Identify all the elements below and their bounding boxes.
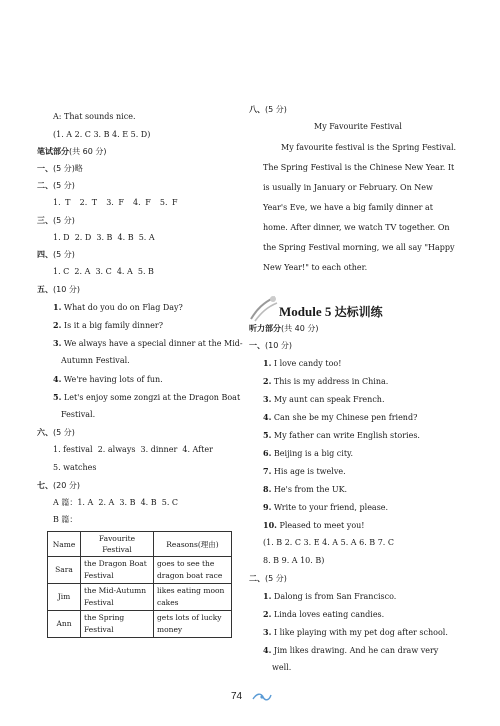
table-header: Name (48, 532, 81, 557)
module-title (279, 303, 383, 320)
section-7-part-b-label: B 篇： (53, 515, 78, 524)
answer: 5. C (161, 498, 179, 507)
listening-item: 2. Linda loves eating candies. (263, 609, 385, 619)
listening-score: (共 40 分) (281, 324, 319, 333)
item-number: 1. (53, 302, 62, 312)
item-number: 2. (53, 320, 62, 330)
module-title-cn: 达标训练 (334, 305, 383, 319)
answer: 5. F (159, 198, 178, 207)
answer: 2. always (97, 445, 136, 454)
section-label: 七、 (37, 481, 53, 490)
essay-line: home. After dinner, we watch TV together. On (263, 223, 450, 232)
answer: 2. D (74, 233, 92, 242)
listening-item: 1. Dalong is from San Francisco. (263, 591, 397, 601)
item-text: Write to your friend, please. (273, 503, 389, 512)
item-text: Dalong is from San Francisco. (273, 592, 397, 601)
page-number: 74 (231, 691, 243, 702)
listening-item: 7. His age is twelve. (263, 466, 346, 476)
essay-line: My favourite festival is the Spring Festival. (281, 143, 457, 152)
listening-item: 6. Beijing is a big city. (263, 448, 354, 458)
section-6-heading (37, 428, 75, 438)
item-text: Pleased to meet you! (279, 521, 365, 530)
answer: 1. T (53, 198, 71, 207)
page-ornament-icon (251, 691, 273, 703)
listening-item: 9. Write to your friend, please. (263, 502, 389, 512)
reasons-table (47, 531, 232, 638)
listening-item: 3. I like playing with my pet dog after school. (263, 627, 448, 637)
item-number: 5. (53, 392, 62, 402)
essay-line: The Spring Festival is the Chinese New Year. It (263, 163, 455, 172)
item-text: Can she be my Chinese pen friend? (273, 413, 418, 422)
item-text: We're having lots of fun. (63, 375, 163, 384)
table-cell: the Dragon Boat Festival (81, 557, 154, 584)
item-text: I like playing with my pet dog after school. (273, 628, 448, 637)
answer: 2. A (74, 267, 91, 276)
item-text: He's from the UK. (273, 485, 348, 494)
listening-part-heading (249, 324, 319, 334)
listening-item: 5. My father can write English stories. (263, 430, 420, 440)
answer: 3. dinner (140, 445, 178, 454)
section-score: (10 分) (265, 341, 292, 350)
table-cell: gets lots of lucky money (154, 611, 232, 638)
table-cell: goes to see the dragon boat race (154, 557, 232, 584)
essay-line: is usually in January or February. On New (263, 183, 433, 192)
answer: 4. B (117, 233, 134, 242)
table-header-row (48, 532, 232, 557)
listening-item: 8. He's from the UK. (263, 484, 348, 494)
section-7-heading (37, 481, 80, 491)
section-4-answers (53, 267, 154, 277)
section-score: (5 分) (53, 250, 75, 259)
section-5-item-5-cont: Festival. (61, 410, 96, 419)
answer: 5. A (138, 233, 155, 242)
listening-item: 1. I love candy too! (263, 358, 342, 368)
section-label: 一、 (37, 164, 53, 173)
answer: 4. B (140, 498, 157, 507)
section-2-heading (37, 181, 75, 191)
section-extra: 略 (74, 164, 83, 173)
section-score: (5 分) (53, 181, 75, 190)
section-score: (5 分) (265, 574, 287, 583)
section-7-part-a (53, 498, 178, 508)
section-label: 四、 (37, 250, 53, 259)
section-1-heading (37, 164, 83, 174)
item-text: What do you do on Flag Day? (63, 303, 183, 312)
section-score: (10 分) (53, 285, 80, 294)
essay-line: New Year!" to each other. (263, 263, 368, 272)
listening-answers-row2: 8. B 9. A 10. B) (263, 556, 325, 565)
listening-item: 3. My aunt can speak French. (263, 394, 385, 404)
answer: 5. B (137, 267, 154, 276)
section-5-item-4 (53, 374, 163, 385)
section-score: (5 分) (53, 216, 75, 225)
listening-item: 4. Jim likes drawing. And he can draw very (263, 645, 439, 655)
written-part-title: 笔试部分 (37, 147, 69, 156)
item-text: This is my address in China. (273, 377, 389, 386)
section-5-heading (37, 285, 80, 295)
essay-line: Year's Eve, we have a big family dinner at (263, 203, 434, 212)
written-part-heading (37, 147, 107, 157)
listening-item: 2. This is my address in China. (263, 376, 389, 386)
item-text: Beijing is a big city. (273, 449, 354, 458)
module-title-en: Module 5 (279, 304, 332, 319)
listening-item: 10. Pleased to meet you! (263, 520, 365, 530)
answer: 1. C (53, 267, 70, 276)
section-5-item-3 (53, 338, 243, 349)
table-cell: Ann (48, 611, 81, 638)
section-label: 三、 (37, 216, 53, 225)
table-cell: Jim (48, 584, 81, 611)
section-8-heading (249, 105, 287, 115)
answer: 2. A (98, 498, 115, 507)
section-3-answers (53, 233, 155, 243)
answer: 2. T (79, 198, 98, 207)
written-part-score: (共 60 分) (69, 147, 107, 156)
table-row (48, 611, 232, 638)
answer: 1. festival (53, 445, 93, 454)
section-score: (20 分) (53, 481, 80, 490)
item-text: His age is twelve. (273, 467, 346, 476)
section-label: 一、 (249, 341, 265, 350)
section-score: (5 分) (53, 428, 75, 437)
section-label: 二、 (249, 574, 265, 583)
table-cell: Sara (48, 557, 81, 584)
section-2-answers (53, 198, 178, 208)
listening-item-cont: well. (272, 663, 292, 672)
answer: 4. F (133, 198, 151, 207)
table-row (48, 584, 232, 611)
section-score: (5 分) (53, 164, 75, 173)
section-6-answers-row2: 5. watches (53, 463, 97, 472)
module-badge-icon (249, 293, 279, 323)
section-4-heading (37, 250, 75, 260)
answer: 1. A (77, 498, 94, 507)
section-label: 六、 (37, 428, 53, 437)
part-label: A 篇： (53, 498, 78, 507)
answer: 3. C (95, 267, 112, 276)
answer: 3. F (106, 198, 124, 207)
item-number: 3. (53, 338, 62, 348)
section-3-heading (37, 216, 75, 226)
section-6-answers (53, 445, 213, 455)
item-text: Jim likes drawing. And he can draw very (273, 646, 439, 655)
answer: 4. After (182, 445, 213, 454)
section-label: 八、 (249, 105, 265, 114)
essay-body (263, 138, 473, 278)
essay-title: My Favourite Festival (314, 122, 402, 131)
table-cell: likes eating moon cakes (154, 584, 232, 611)
item-text: I love candy too! (273, 359, 342, 368)
section-label: 五、 (37, 285, 53, 294)
essay-line: the Spring Festival morning, we all say "Happy (263, 243, 455, 252)
table-cell: the Spring Festival (81, 611, 154, 638)
listening-answers-row1: (1. B 2. C 3. E 4. A 5. A 6. B 7. C (263, 538, 395, 547)
item-text: My aunt can speak French. (273, 395, 385, 404)
table-row (48, 557, 232, 584)
section-5-item-5 (53, 392, 240, 403)
listening-item: 4. Can she be my Chinese pen friend? (263, 412, 418, 422)
table-header: Favourite Festival (81, 532, 154, 557)
answer: 3. B (96, 233, 113, 242)
item-text: Linda loves eating candies. (273, 610, 385, 619)
section-score: (5 分) (265, 105, 287, 114)
right-section-1-heading (249, 341, 292, 351)
item-number: 4. (53, 374, 62, 384)
item-text: My father can write English stories. (273, 431, 420, 440)
answers-line: (1. A 2. C 3. B 4. E 5. D) (53, 130, 151, 139)
section-5-item-2 (53, 320, 163, 331)
section-5-item-3-cont: Autumn Festival. (61, 356, 130, 365)
table-cell: the Mid-Autumn Festival (81, 584, 154, 611)
answer: 4. A (116, 267, 133, 276)
item-text: Is it a big family dinner? (63, 321, 164, 330)
dialogue-line: A: That sounds nice. (53, 112, 136, 121)
answer: 1. D (53, 233, 70, 242)
item-text: Let's enjoy some zongzi at the Dragon Boat (63, 393, 241, 402)
section-5-item-1 (53, 302, 183, 313)
answer: 3. B (119, 498, 136, 507)
section-label: 二、 (37, 181, 53, 190)
item-text: We always have a special dinner at the Mid- (63, 339, 243, 348)
table-header: Reasons(理由) (154, 532, 232, 557)
right-section-2-heading (249, 574, 287, 584)
listening-title: 听力部分 (249, 324, 281, 333)
